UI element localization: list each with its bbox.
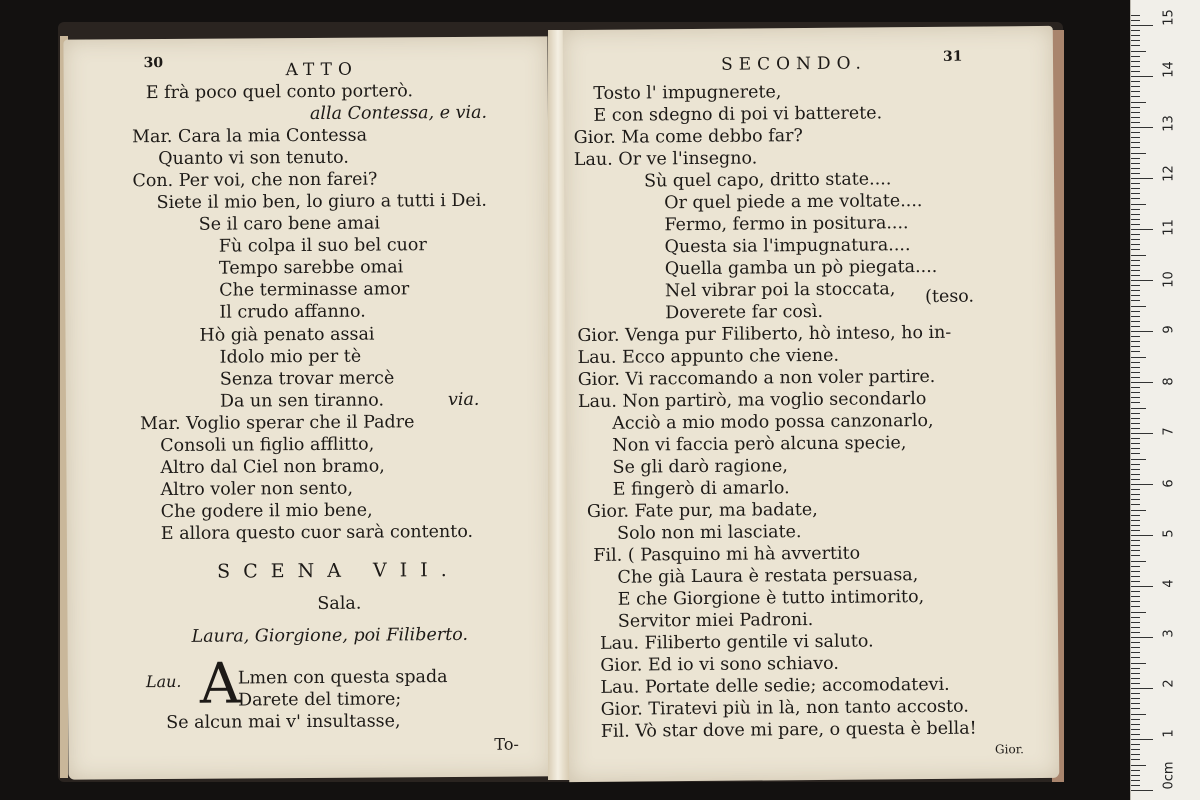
ruler-tick <box>1131 780 1140 781</box>
ruler-tick <box>1131 637 1153 638</box>
ruler-tick <box>1131 515 1140 516</box>
text-line: Lau. Portate delle sedie; accomodatevi. <box>600 674 950 698</box>
ruler-number: 5 <box>1161 529 1177 538</box>
ruler-tick <box>1131 397 1140 398</box>
ruler-tick <box>1131 474 1140 475</box>
scene-characters: Laura, Giorgione, poi Filiberto. <box>191 624 469 647</box>
ruler-tick <box>1131 40 1140 41</box>
ruler-tick <box>1131 724 1140 725</box>
ruler-tick <box>1131 204 1146 205</box>
text-line: Altro voler non sento, <box>160 478 354 501</box>
ruler-tick <box>1131 617 1140 618</box>
text-line: Che terminasse amor <box>219 279 410 301</box>
text-line: Il crudo affanno. <box>219 301 366 323</box>
ruler-tick <box>1131 81 1140 82</box>
text-line: Gior. Venga pur Filiberto, hò inteso, ho in- <box>577 322 952 347</box>
ruler-tick <box>1131 530 1140 531</box>
ruler-tick <box>1131 280 1153 281</box>
text-line: Acciò a mio modo possa canzonarlo, <box>612 410 934 434</box>
ruler-number: 9 <box>1161 325 1177 334</box>
text-line: Consoli un figlio afflitto, <box>160 434 375 457</box>
text-line: (teso. <box>924 286 975 308</box>
ruler-tick <box>1131 168 1140 169</box>
text-line: Non vi faccia però alcuna specie, <box>612 433 907 456</box>
ruler-tick <box>1131 729 1140 730</box>
ruler-tick <box>1131 469 1140 470</box>
ruler-tick <box>1131 678 1140 679</box>
ruler-tick <box>1131 418 1140 419</box>
ruler-tick <box>1131 494 1140 495</box>
ruler-tick <box>1131 153 1146 154</box>
ruler-tick <box>1131 193 1140 194</box>
ruler-tick <box>1131 15 1140 16</box>
text-line: Da un sen tiranno. <box>219 390 385 412</box>
ruler-tick <box>1131 754 1140 755</box>
text-line: Idolo mio per tè <box>219 346 362 368</box>
ruler-tick <box>1131 183 1140 184</box>
ruler-tick <box>1131 561 1146 562</box>
text-line: E allora questo cuor sarà contento. <box>160 521 474 545</box>
ruler-tick <box>1131 749 1140 750</box>
ruler-tick <box>1131 198 1140 199</box>
text-line: Che già Laura è restata persuasa, <box>617 565 919 588</box>
text-line: E fingerò di amarlo. <box>612 478 790 500</box>
ruler-tick <box>1131 413 1140 414</box>
ruler-tick <box>1131 61 1140 62</box>
ruler-tick <box>1131 423 1140 424</box>
ruler-tick <box>1131 163 1140 164</box>
ruler-tick <box>1131 351 1140 352</box>
ruler-tick <box>1131 311 1140 312</box>
right-page-number: 31 <box>942 48 963 65</box>
ruler-tick <box>1131 668 1140 669</box>
ruler-tick <box>1131 785 1140 786</box>
text-line: Gior. Tiratevi più in là, non tanto accosto. <box>600 696 970 720</box>
ruler-tick <box>1131 744 1140 745</box>
ruler-tick <box>1131 566 1140 567</box>
ruler-tick <box>1131 499 1140 500</box>
ruler-tick <box>1131 591 1140 592</box>
ruler-tick <box>1131 759 1140 760</box>
ruler-tick <box>1131 66 1140 67</box>
ruler-tick <box>1131 683 1140 684</box>
ruler-tick <box>1131 112 1140 113</box>
text-line: Altro dal Ciel non bramo, <box>160 456 385 479</box>
ruler-tick <box>1131 586 1153 587</box>
ruler-tick <box>1131 71 1140 72</box>
ruler-tick <box>1131 775 1140 776</box>
text-line: E frà poco quel conto porterò. <box>145 81 414 104</box>
ruler-tick <box>1131 387 1140 388</box>
text-line: Se alcun mai v' insultasse, <box>166 711 401 733</box>
ruler-tick <box>1131 137 1140 138</box>
ruler-tick <box>1131 45 1140 46</box>
ruler-tick <box>1131 239 1140 240</box>
scene-setting: Sala. <box>317 593 362 614</box>
text-line: Quanto vi son tenuto. <box>158 147 349 170</box>
ruler-number: 2 <box>1161 679 1177 688</box>
ruler-tick <box>1131 535 1153 536</box>
text-line: Or quel piede a me voltate.... <box>664 191 923 214</box>
ruler-tick <box>1131 224 1140 225</box>
text-line: Quella gamba un pò piegata.... <box>664 256 938 280</box>
ruler-tick <box>1131 571 1140 572</box>
ruler-tick <box>1131 244 1140 245</box>
text-line: Gior. Vi raccomando a non voler partire. <box>577 366 936 391</box>
ruler-tick <box>1131 601 1140 602</box>
ruler-tick <box>1131 306 1146 307</box>
text-line: Fil. Vò star dove mi pare, o questa è bella! <box>600 718 977 742</box>
ruler-tick <box>1131 408 1146 409</box>
ruler-tick <box>1131 510 1146 511</box>
ruler-tick <box>1131 96 1140 97</box>
ruler-tick <box>1131 688 1153 689</box>
ruler-tick <box>1131 581 1140 582</box>
ruler-tick <box>1131 300 1140 301</box>
ruler-tick <box>1131 550 1140 551</box>
ruler-tick <box>1131 770 1140 771</box>
stage-direction: via. <box>447 389 480 411</box>
ruler-tick <box>1131 25 1153 26</box>
text-line: E che Giorgione è tutto intimorito, <box>617 587 925 610</box>
ruler-tick <box>1131 255 1146 256</box>
text-line: Fil. ( Pasquino mi hà avvertito <box>593 543 861 566</box>
ruler-tick <box>1131 51 1146 52</box>
ruler-tick <box>1131 433 1153 434</box>
ruler-tick <box>1131 147 1140 148</box>
text-line: Gior. Ma come debbo far? <box>573 126 803 149</box>
right-page-header: SECONDO. <box>720 53 867 75</box>
text-line: Mar. Cara la mia Contessa <box>132 125 368 148</box>
ruler-tick <box>1131 336 1140 337</box>
ruler-tick <box>1131 392 1140 393</box>
ruler-number: 8 <box>1161 377 1177 386</box>
ruler-tick <box>1131 362 1140 363</box>
ruler-tick <box>1131 132 1140 133</box>
right-page <box>563 26 1060 782</box>
text-line: Fù colpa il suo bel cuor <box>218 235 427 257</box>
measurement-ruler <box>1130 0 1200 800</box>
ruler-tick <box>1131 91 1140 92</box>
ruler-tick <box>1131 30 1140 31</box>
ruler-tick <box>1131 464 1140 465</box>
ruler-tick <box>1131 657 1140 658</box>
ruler-tick <box>1131 734 1140 735</box>
ruler-tick <box>1131 127 1153 128</box>
ruler-tick <box>1131 703 1140 704</box>
ruler-tick <box>1131 341 1140 342</box>
ruler-tick <box>1131 372 1140 373</box>
ruler-tick <box>1131 219 1140 220</box>
ruler-tick <box>1131 367 1140 368</box>
ruler-tick <box>1131 142 1140 143</box>
ruler-number: 6 <box>1161 479 1177 488</box>
ruler-number: 11 <box>1161 219 1177 236</box>
ruler-tick <box>1131 647 1140 648</box>
text-line: Lmen con questa spada <box>237 667 448 689</box>
ruler-tick <box>1131 596 1140 597</box>
ruler-tick <box>1131 719 1140 720</box>
left-page-number: 30 <box>143 55 164 72</box>
ruler-tick <box>1131 459 1146 460</box>
ruler-tick <box>1131 652 1140 653</box>
ruler-tick <box>1131 663 1146 664</box>
text-line: Lau. Or ve l'insegno. <box>573 148 758 171</box>
drop-capital: A <box>199 651 241 717</box>
ruler-tick <box>1131 209 1140 210</box>
ruler-tick <box>1131 693 1140 694</box>
text-line: Doverete far così. <box>665 301 824 324</box>
ruler-number: 0cm <box>1161 761 1177 790</box>
ruler-tick <box>1131 158 1140 159</box>
ruler-number: 13 <box>1161 115 1177 132</box>
ruler-tick <box>1131 275 1140 276</box>
ruler-tick <box>1131 698 1140 699</box>
ruler-tick <box>1131 56 1140 57</box>
ruler-tick <box>1131 178 1153 179</box>
ruler-tick <box>1131 453 1140 454</box>
text-line: E con sdegno di poi vi batterete. <box>593 103 883 126</box>
ruler-tick <box>1131 555 1140 556</box>
catchword: Gior. <box>994 742 1024 757</box>
text-line: Che godere il mio bene, <box>160 500 373 523</box>
text-line: Tempo sarebbe omai <box>218 257 404 279</box>
ruler-tick <box>1131 402 1140 403</box>
ruler-tick <box>1131 642 1140 643</box>
ruler-tick <box>1131 20 1140 21</box>
ruler-tick <box>1131 234 1140 235</box>
ruler-number: 7 <box>1161 427 1177 436</box>
ruler-tick <box>1131 765 1146 766</box>
ruler-tick <box>1131 346 1140 347</box>
left-page <box>63 36 552 779</box>
text-line: Nel vibrar poi la stoccata, <box>664 279 896 302</box>
text-line: Se il caro bene amai <box>198 213 380 235</box>
ruler-tick <box>1131 357 1146 358</box>
text-line: Darete del timore; <box>237 689 402 711</box>
ruler-tick <box>1131 321 1140 322</box>
ruler-tick <box>1131 438 1140 439</box>
ruler-tick <box>1131 331 1153 332</box>
text-line: Gior. Ed io vi sono schiavo. <box>600 653 839 676</box>
ruler-tick <box>1131 260 1140 261</box>
ruler-tick <box>1131 265 1140 266</box>
stage-direction: alla Contessa, e via. <box>309 102 488 124</box>
ruler-tick <box>1131 86 1140 87</box>
ruler-tick <box>1131 173 1140 174</box>
text-line: Hò già penato assai <box>199 324 375 346</box>
text-line: Gior. Fate pur, ma badate, <box>586 499 818 522</box>
text-line: Lau. Filiberto gentile vi saluto. <box>599 631 874 654</box>
ruler-tick <box>1131 428 1140 429</box>
ruler-tick <box>1131 188 1140 189</box>
ruler-tick <box>1131 443 1140 444</box>
ruler-number: 3 <box>1161 629 1177 638</box>
ruler-number: 15 <box>1161 9 1177 26</box>
ruler-tick <box>1131 739 1153 740</box>
ruler-tick <box>1131 708 1140 709</box>
ruler-tick <box>1131 214 1140 215</box>
ruler-number: 4 <box>1161 579 1177 588</box>
catchword: To- <box>494 734 519 754</box>
text-line: Se gli darò ragione, <box>612 456 788 478</box>
left-page-header: ATTO <box>285 59 358 81</box>
ruler-tick <box>1131 612 1146 613</box>
ruler-tick <box>1131 525 1140 526</box>
ruler-tick <box>1131 622 1140 623</box>
text-line: Tosto l' impugnerete, <box>593 82 782 104</box>
ruler-tick <box>1131 382 1153 383</box>
text-line: Fermo, fermo in positura.... <box>664 213 909 236</box>
ruler-number: 12 <box>1161 165 1177 182</box>
ruler-tick <box>1131 540 1140 541</box>
ruler-tick <box>1131 295 1140 296</box>
ruler-tick <box>1131 489 1140 490</box>
text-line: Questa sia l'impugnatura.... <box>664 235 911 258</box>
text-line: Senza trovar mercè <box>219 368 395 390</box>
ruler-tick <box>1131 790 1153 791</box>
ruler-tick <box>1131 377 1140 378</box>
ruler-tick <box>1131 285 1140 286</box>
ruler-tick <box>1131 117 1140 118</box>
ruler-tick <box>1131 714 1146 715</box>
ruler-tick <box>1131 576 1140 577</box>
ruler-tick <box>1131 229 1153 230</box>
text-line: Lau. Ecco appunto che viene. <box>577 345 840 369</box>
text-line: Solo non mi lasciate. <box>617 522 802 544</box>
ruler-tick <box>1131 673 1140 674</box>
ruler-number: 14 <box>1161 61 1177 78</box>
ruler-tick <box>1131 107 1140 108</box>
ruler-number: 1 <box>1161 729 1177 738</box>
ruler-tick <box>1131 270 1140 271</box>
ruler-tick <box>1131 504 1140 505</box>
ruler-tick <box>1131 76 1153 77</box>
ruler-tick <box>1131 520 1140 521</box>
text-line: Con. Per voi, che non farei? <box>132 169 378 192</box>
text-line: Sù quel capo, dritto state.... <box>643 169 892 192</box>
ruler-tick <box>1131 290 1140 291</box>
ruler-tick <box>1131 545 1140 546</box>
ruler-tick <box>1131 632 1140 633</box>
text-line: Mar. Voglio sperar che il Padre <box>140 412 415 435</box>
ruler-tick <box>1131 122 1140 123</box>
scene-title: SCENA VII. <box>217 558 460 583</box>
text-line: Siete il mio ben, lo giuro a tutti i Dei. <box>156 190 487 214</box>
ruler-tick <box>1131 326 1140 327</box>
ruler-tick <box>1131 448 1140 449</box>
ruler-tick <box>1131 627 1140 628</box>
ruler-tick <box>1131 35 1140 36</box>
ruler-number: 10 <box>1161 271 1177 288</box>
speaker-label: Lau. <box>145 671 182 692</box>
text-line: Servitor miei Padroni. <box>617 609 814 632</box>
text-line: Lau. Non partirò, ma voglio secondarlo <box>577 388 927 413</box>
ruler-tick <box>1131 606 1140 607</box>
ruler-tick <box>1131 484 1153 485</box>
ruler-tick <box>1131 316 1140 317</box>
ruler-tick <box>1131 479 1140 480</box>
ruler-tick <box>1131 102 1146 103</box>
ruler-tick <box>1131 249 1140 250</box>
